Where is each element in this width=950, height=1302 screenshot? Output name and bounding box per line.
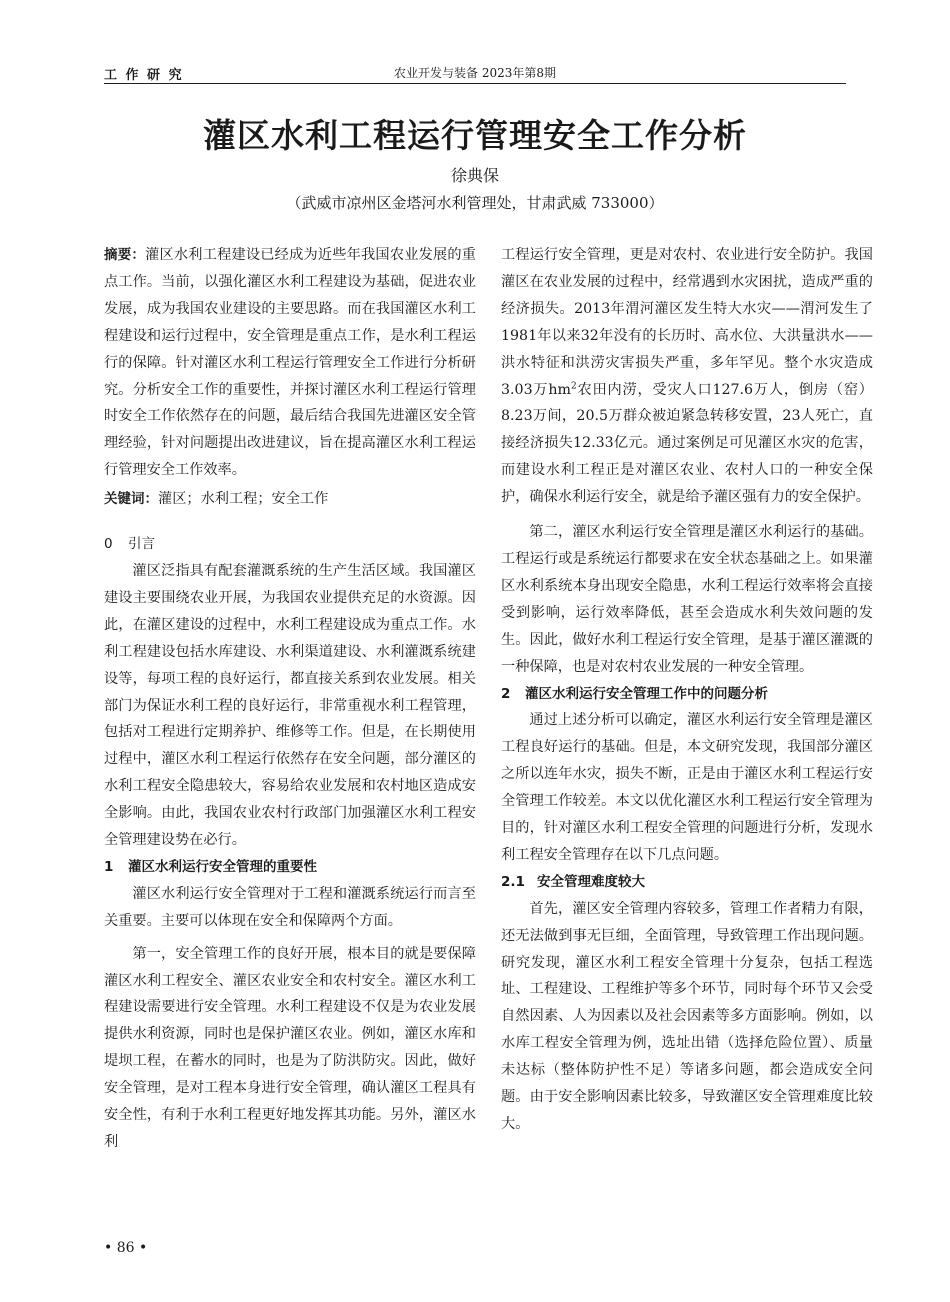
keywords-text: 灌区；水利工程；安全工作 [158, 491, 329, 508]
section-0-heading [104, 531, 476, 558]
section-1-number: 1 [104, 858, 114, 875]
section-2-title: 灌区水利运行安全管理工作中的问题分析 [525, 685, 768, 702]
keywords-label: 关键词： [104, 491, 158, 508]
article-affiliation: （武威市凉州区金塔河水利管理处，甘肃武威 733000） [286, 194, 664, 212]
keywords [104, 486, 476, 513]
left-column [104, 242, 476, 1156]
right-column [501, 242, 873, 1138]
section-1-heading [104, 854, 476, 881]
page-number: • 86 • [104, 1240, 148, 1256]
paragraph-2-continued-a: 工程运行安全管理，更是对农村、农业进行安全防护。我国灌区在农业发展的过程中，经常遇到水灾困扰，造成严重的经济损失。2013年渭河灌区发生特大水灾——渭河发生了1981年以来32年没有的长历时、高水位、大洪量洪水——洪水特征和洪涝灾害损失严重，多年罕见。整个水灾造成3.03万hm [501, 247, 873, 398]
article-author: 徐典保 [450, 166, 499, 185]
section-1-paragraph-1: 灌区水利运行安全管理对于工程和灌溉系统运行而言至关重要。主要可以体现在安全和保障两个方面。 [104, 885, 476, 929]
section-0-number: 0 [104, 536, 113, 553]
section-2-1-paragraph: 首先，灌区安全管理内容较多，管理工作者精力有限，还无法做到事无巨细，全面管理，导致管理工作出现问题。研究发现，灌区水利工程安全管理十分复杂，包括工程选址、工程建设、工程维护等多个环节，同时每个环节又会受自然因素、人为因素以及社会因素等多方面影响。例如，以水库工程安全管理为例，选址出错（选择危险位置）、质量未达标（整体防护性不足）等诸多问题，都会造成安全问题。由于安全影响因素比较多，导致灌区安全管理难度比较大。 [501, 900, 873, 1132]
section-2-heading [501, 681, 873, 708]
section-2-1-title: 安全管理难度较大 [537, 873, 645, 890]
abstract-label: 摘要： [104, 247, 146, 263]
section-2-number: 2 [501, 685, 511, 702]
section-0-title: 引言 [128, 536, 155, 553]
header-rule [104, 83, 846, 84]
article-title: 灌区水利工程运行管理安全工作分析 [203, 116, 747, 155]
header-journal-info: 农业开发与装备 2023年第8期 [394, 66, 556, 80]
abstract-text: 灌区水利工程建设已经成为近些年我国农业发展的重点工作。当前，以强化灌区水利工程建设为基础，促进农业发展，成为我国农业建设的主要思路。而在我国灌区水利工程建设和运行过程中，安全管理是重点工作，是水利工程运行的保障。针对灌区水利工程运行管理安全工作进行分析研究。分析安全工作的重要性，并探讨灌区水利工程运行管理时安全工作依然存在的问题，最后结合我国先进灌区安全管理经验，针对问题提出改进建议，旨在提高灌区水利工程运行管理安全工作效率。 [104, 247, 476, 479]
section-1-paragraph-2-continued [501, 242, 873, 511]
section-2-paragraph: 通过上述分析可以确定，灌区水利运行安全管理是灌区工程良好运行的基础。但是，本文研究发现，我国部分灌区之所以连年水灾，损失不断，正是由于灌区水利工程运行安全管理工作较差。本文以优化灌区水利工程运行安全管理为目的，针对灌区水利工程安全管理的问题进行分析，发现水利工程安全管理存在以下几点问题。 [501, 712, 873, 863]
section-1-paragraph-3: 第二，灌区水利运行安全管理是灌区水利运行的基础。工程运行或是系统运行都要求在安全状态基础之上。如果灌区水利系统本身出现安全隐患，水利工程运行效率将会直接受到影响，运行效率降低，甚至会造成水利失效问题的发生。因此，做好水利工程运行安全管理，是基于灌区灌溉的一种保障，也是对农村农业发展的一种安全管理。 [501, 524, 873, 675]
section-0-paragraph: 灌区泛指具有配套灌溉系统的生产生活区域。我国灌区建设主要围绕农业开展，为我国农业提供充足的水资源。因此，在灌区建设的过程中，水利工程建设成为重点工作。水利工程建设包括水库建设、水利渠道建设、水利灌溉系统建设等，每项工程的良好运行，都直接关系到农业发展。相关部门为保证水利工程的良好运行，非常重视水利工程管理，包括对工程进行定期养护、维修等工作。但是，在长期使用过程中，灌区水利工程运行依然存在安全问题，部分灌区的水利工程安全隐患较大，容易给农业发展和农村地区造成安全影响。由此，我国农业农村行政部门加强灌区水利工程安全管理建设势在必行。 [104, 562, 476, 849]
running-header [104, 62, 846, 84]
header-section-label: 工 作 研 究 [104, 68, 184, 83]
section-2-1-number: 2.1 [501, 873, 525, 890]
section-2-1-heading [501, 869, 873, 896]
paragraph-2-continued-b: 农田内涝，受灾人口127.6万人，倒房（窑）8.23万间，20.5万群众被迫紧急转移安置，23人死亡，直接经济损失12.33亿元。通过案例足可见灌区水灾的危害，而建设水利工程正是对灌区农业、农村人口的一种安全保护，确保水利运行安全，就是给予灌区强有力的安全保护。 [501, 381, 873, 506]
section-1-paragraph-2: 第一，安全管理工作的良好开展，根本目的就是要保障灌区水利工程安全、灌区农业安全和农村安全。灌区水利工程建设需要进行安全管理。水利工程建设不仅是为农业发展提供水利资源，同时也是保护灌区农业。例如，灌区水库和堤坝工程，在蓄水的同时，也是为了防洪防灾。因此，做好安全管理，是对工程本身进行安全管理，确认灌区工程具有安全性，有利于水利工程更好地发挥其功能。另外，灌区水利 [104, 945, 476, 1150]
abstract [104, 242, 476, 484]
superscript-2: 2 [570, 380, 577, 391]
section-1-title: 灌区水利运行安全管理的重要性 [128, 858, 317, 875]
